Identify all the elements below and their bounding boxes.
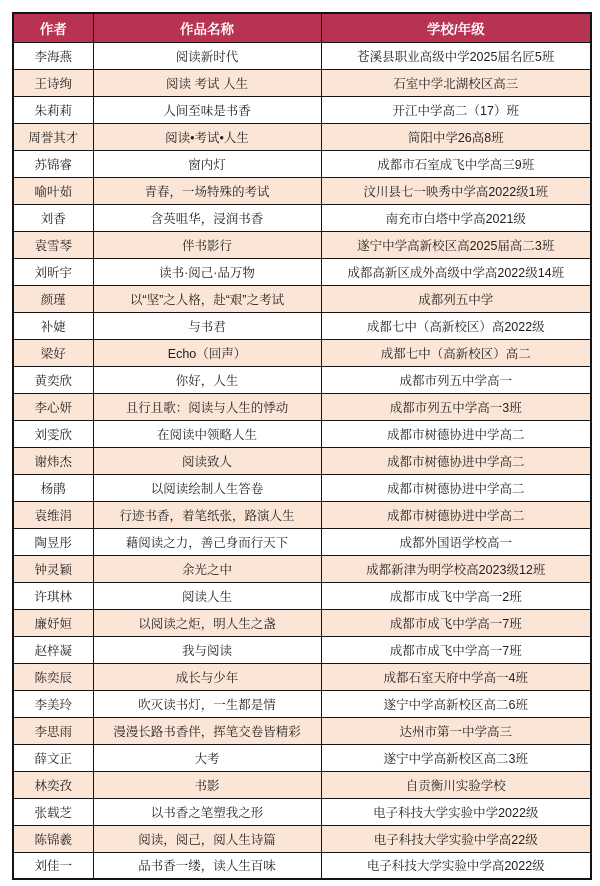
school-cell: 达州市第一中学高三: [321, 717, 591, 744]
author-cell: 朱莉莉: [13, 96, 93, 123]
author-cell: 张载芝: [13, 798, 93, 825]
author-cell: 袁维涓: [13, 501, 93, 528]
school-cell: 成都市成飞中学高一2班: [321, 582, 591, 609]
work-cell: 吹灭读书灯，一生都是情: [93, 690, 321, 717]
table-row: [13, 825, 591, 852]
school-cell: 简阳中学26高8班: [321, 123, 591, 150]
work-cell: 以阅读之炬，明人生之盏: [93, 609, 321, 636]
school-cell: 成都市树德协进中学高二: [321, 474, 591, 501]
work-cell: 青春，一场特殊的考试: [93, 177, 321, 204]
author-cell: 李美玲: [13, 690, 93, 717]
school-cell: 成都七中（高新校区）高二: [321, 339, 591, 366]
school-cell: 成都市树德协进中学高二: [321, 501, 591, 528]
table-row: [13, 96, 591, 123]
author-cell: 许琪林: [13, 582, 93, 609]
table-row: [13, 69, 591, 96]
school-cell: 电子科技大学实验中学高2022级: [321, 852, 591, 879]
school-cell: 成都市列五中学高一3班: [321, 393, 591, 420]
school-cell: 电子科技大学实验中学2022级: [321, 798, 591, 825]
author-cell: 林奕孜: [13, 771, 93, 798]
author-cell: 刘香: [13, 204, 93, 231]
table-row: [13, 393, 591, 420]
author-cell: 薛文正: [13, 744, 93, 771]
school-cell: 遂宁中学高新校区高二6班: [321, 690, 591, 717]
work-cell: 且行且歌：阅读与人生的悸动: [93, 393, 321, 420]
header-author: 作者: [13, 13, 93, 42]
author-cell: 刘雯欣: [13, 420, 93, 447]
work-cell: 藉阅读之力，善己身而行天下: [93, 528, 321, 555]
author-cell: 黄奕欣: [13, 366, 93, 393]
table-row: [13, 447, 591, 474]
table-row: [13, 150, 591, 177]
work-cell: 品书香一缕，读人生百味: [93, 852, 321, 879]
table-row: [13, 123, 591, 150]
table-row: [13, 582, 591, 609]
work-cell: 你好，人生: [93, 366, 321, 393]
work-cell: 成长与少年: [93, 663, 321, 690]
table-row: [13, 717, 591, 744]
work-cell: 漫漫长路书香伴，挥笔交卷皆精彩: [93, 717, 321, 744]
work-cell: 阅读 考试 人生: [93, 69, 321, 96]
work-cell: 阅读人生: [93, 582, 321, 609]
author-cell: 赵梓凝: [13, 636, 93, 663]
work-cell: 与书君: [93, 312, 321, 339]
author-cell: 梁好: [13, 339, 93, 366]
table-row: [13, 663, 591, 690]
work-cell: 阅读，阅己，阅人生诗篇: [93, 825, 321, 852]
work-cell: 以阅读绘制人生答卷: [93, 474, 321, 501]
author-cell: 李心妍: [13, 393, 93, 420]
school-cell: 成都市树德协进中学高二: [321, 420, 591, 447]
school-cell: 成都高新区成外高级中学高2022级14班: [321, 258, 591, 285]
work-cell: 人间至味是书香: [93, 96, 321, 123]
table-row: [13, 609, 591, 636]
school-cell: 苍溪县职业高级中学2025届名匠5班: [321, 42, 591, 69]
author-cell: 陈锦羲: [13, 825, 93, 852]
table-row: [13, 744, 591, 771]
work-cell: Echo（回声）: [93, 339, 321, 366]
school-cell: 成都市列五中学高一: [321, 366, 591, 393]
header-row: [13, 13, 591, 42]
work-cell: 阅读•考试•人生: [93, 123, 321, 150]
work-cell: 读书·阅己·品万物: [93, 258, 321, 285]
school-cell: 成都新津为明学校高2023级12班: [321, 555, 591, 582]
school-cell: 成都石室天府中学高一4班: [321, 663, 591, 690]
work-cell: 书影: [93, 771, 321, 798]
author-cell: 陶昱彤: [13, 528, 93, 555]
school-cell: 成都市石室成飞中学高三9班: [321, 150, 591, 177]
school-cell: 成都市成飞中学高一7班: [321, 609, 591, 636]
table-row: [13, 204, 591, 231]
author-cell: 杨鹃: [13, 474, 93, 501]
work-cell: 阅读致人: [93, 447, 321, 474]
author-cell: 刘昕宇: [13, 258, 93, 285]
author-cell: 王诗绚: [13, 69, 93, 96]
author-cell: 李海燕: [13, 42, 93, 69]
work-cell: 以书香之笔塑我之形: [93, 798, 321, 825]
school-cell: 汶川县七一映秀中学高2022级1班: [321, 177, 591, 204]
table-row: [13, 798, 591, 825]
table-row: [13, 258, 591, 285]
school-cell: 电子科技大学实验中学高22级: [321, 825, 591, 852]
work-cell: 以“坚”之人格，赴“艰”之考试: [93, 285, 321, 312]
table-row: [13, 528, 591, 555]
table-row: [13, 555, 591, 582]
author-cell: 补婕: [13, 312, 93, 339]
table-row: [13, 771, 591, 798]
header-school: 学校/年级: [321, 13, 591, 42]
work-cell: 行迹书香，着笔纸张，路演人生: [93, 501, 321, 528]
work-cell: 在阅读中领略人生: [93, 420, 321, 447]
school-cell: 遂宁中学高新校区高二3班: [321, 744, 591, 771]
author-cell: 喻叶茹: [13, 177, 93, 204]
table-body: [13, 42, 591, 879]
table-row: [13, 501, 591, 528]
author-cell: 刘佳一: [13, 852, 93, 879]
author-cell: 颜瑾: [13, 285, 93, 312]
table-row: [13, 231, 591, 258]
author-cell: 苏锦睿: [13, 150, 93, 177]
work-cell: 大考: [93, 744, 321, 771]
table-row: [13, 636, 591, 663]
table-row: [13, 420, 591, 447]
school-cell: 成都列五中学: [321, 285, 591, 312]
table-header: [13, 13, 591, 42]
table-row: [13, 852, 591, 879]
work-cell: 窗内灯: [93, 150, 321, 177]
work-cell: 伴书影行: [93, 231, 321, 258]
author-cell: 袁雪琴: [13, 231, 93, 258]
table-row: [13, 366, 591, 393]
school-cell: 成都七中（高新校区）高2022级: [321, 312, 591, 339]
work-cell: 含英咀华，浸润书香: [93, 204, 321, 231]
school-cell: 遂宁中学高新校区高2025届高二3班: [321, 231, 591, 258]
author-cell: 陈奕辰: [13, 663, 93, 690]
school-cell: 自贡衡川实验学校: [321, 771, 591, 798]
table-row: [13, 285, 591, 312]
authors-works-table: [12, 12, 592, 880]
work-cell: 余光之中: [93, 555, 321, 582]
author-cell: 谢炜杰: [13, 447, 93, 474]
table-row: [13, 339, 591, 366]
table-row: [13, 42, 591, 69]
table-row: [13, 474, 591, 501]
work-cell: 我与阅读: [93, 636, 321, 663]
work-cell: 阅读新时代: [93, 42, 321, 69]
author-cell: 李思雨: [13, 717, 93, 744]
school-cell: 石室中学北湖校区高三: [321, 69, 591, 96]
school-cell: 成都市成飞中学高一7班: [321, 636, 591, 663]
table-row: [13, 312, 591, 339]
table-row: [13, 690, 591, 717]
school-cell: 南充市白塔中学高2021级: [321, 204, 591, 231]
header-work: 作品名称: [93, 13, 321, 42]
author-cell: 周誉其才: [13, 123, 93, 150]
school-cell: 开江中学高二（17）班: [321, 96, 591, 123]
school-cell: 成都市树德协进中学高二: [321, 447, 591, 474]
table-row: [13, 177, 591, 204]
school-cell: 成都外国语学校高一: [321, 528, 591, 555]
author-cell: 钟灵颖: [13, 555, 93, 582]
author-cell: 廉妤姮: [13, 609, 93, 636]
